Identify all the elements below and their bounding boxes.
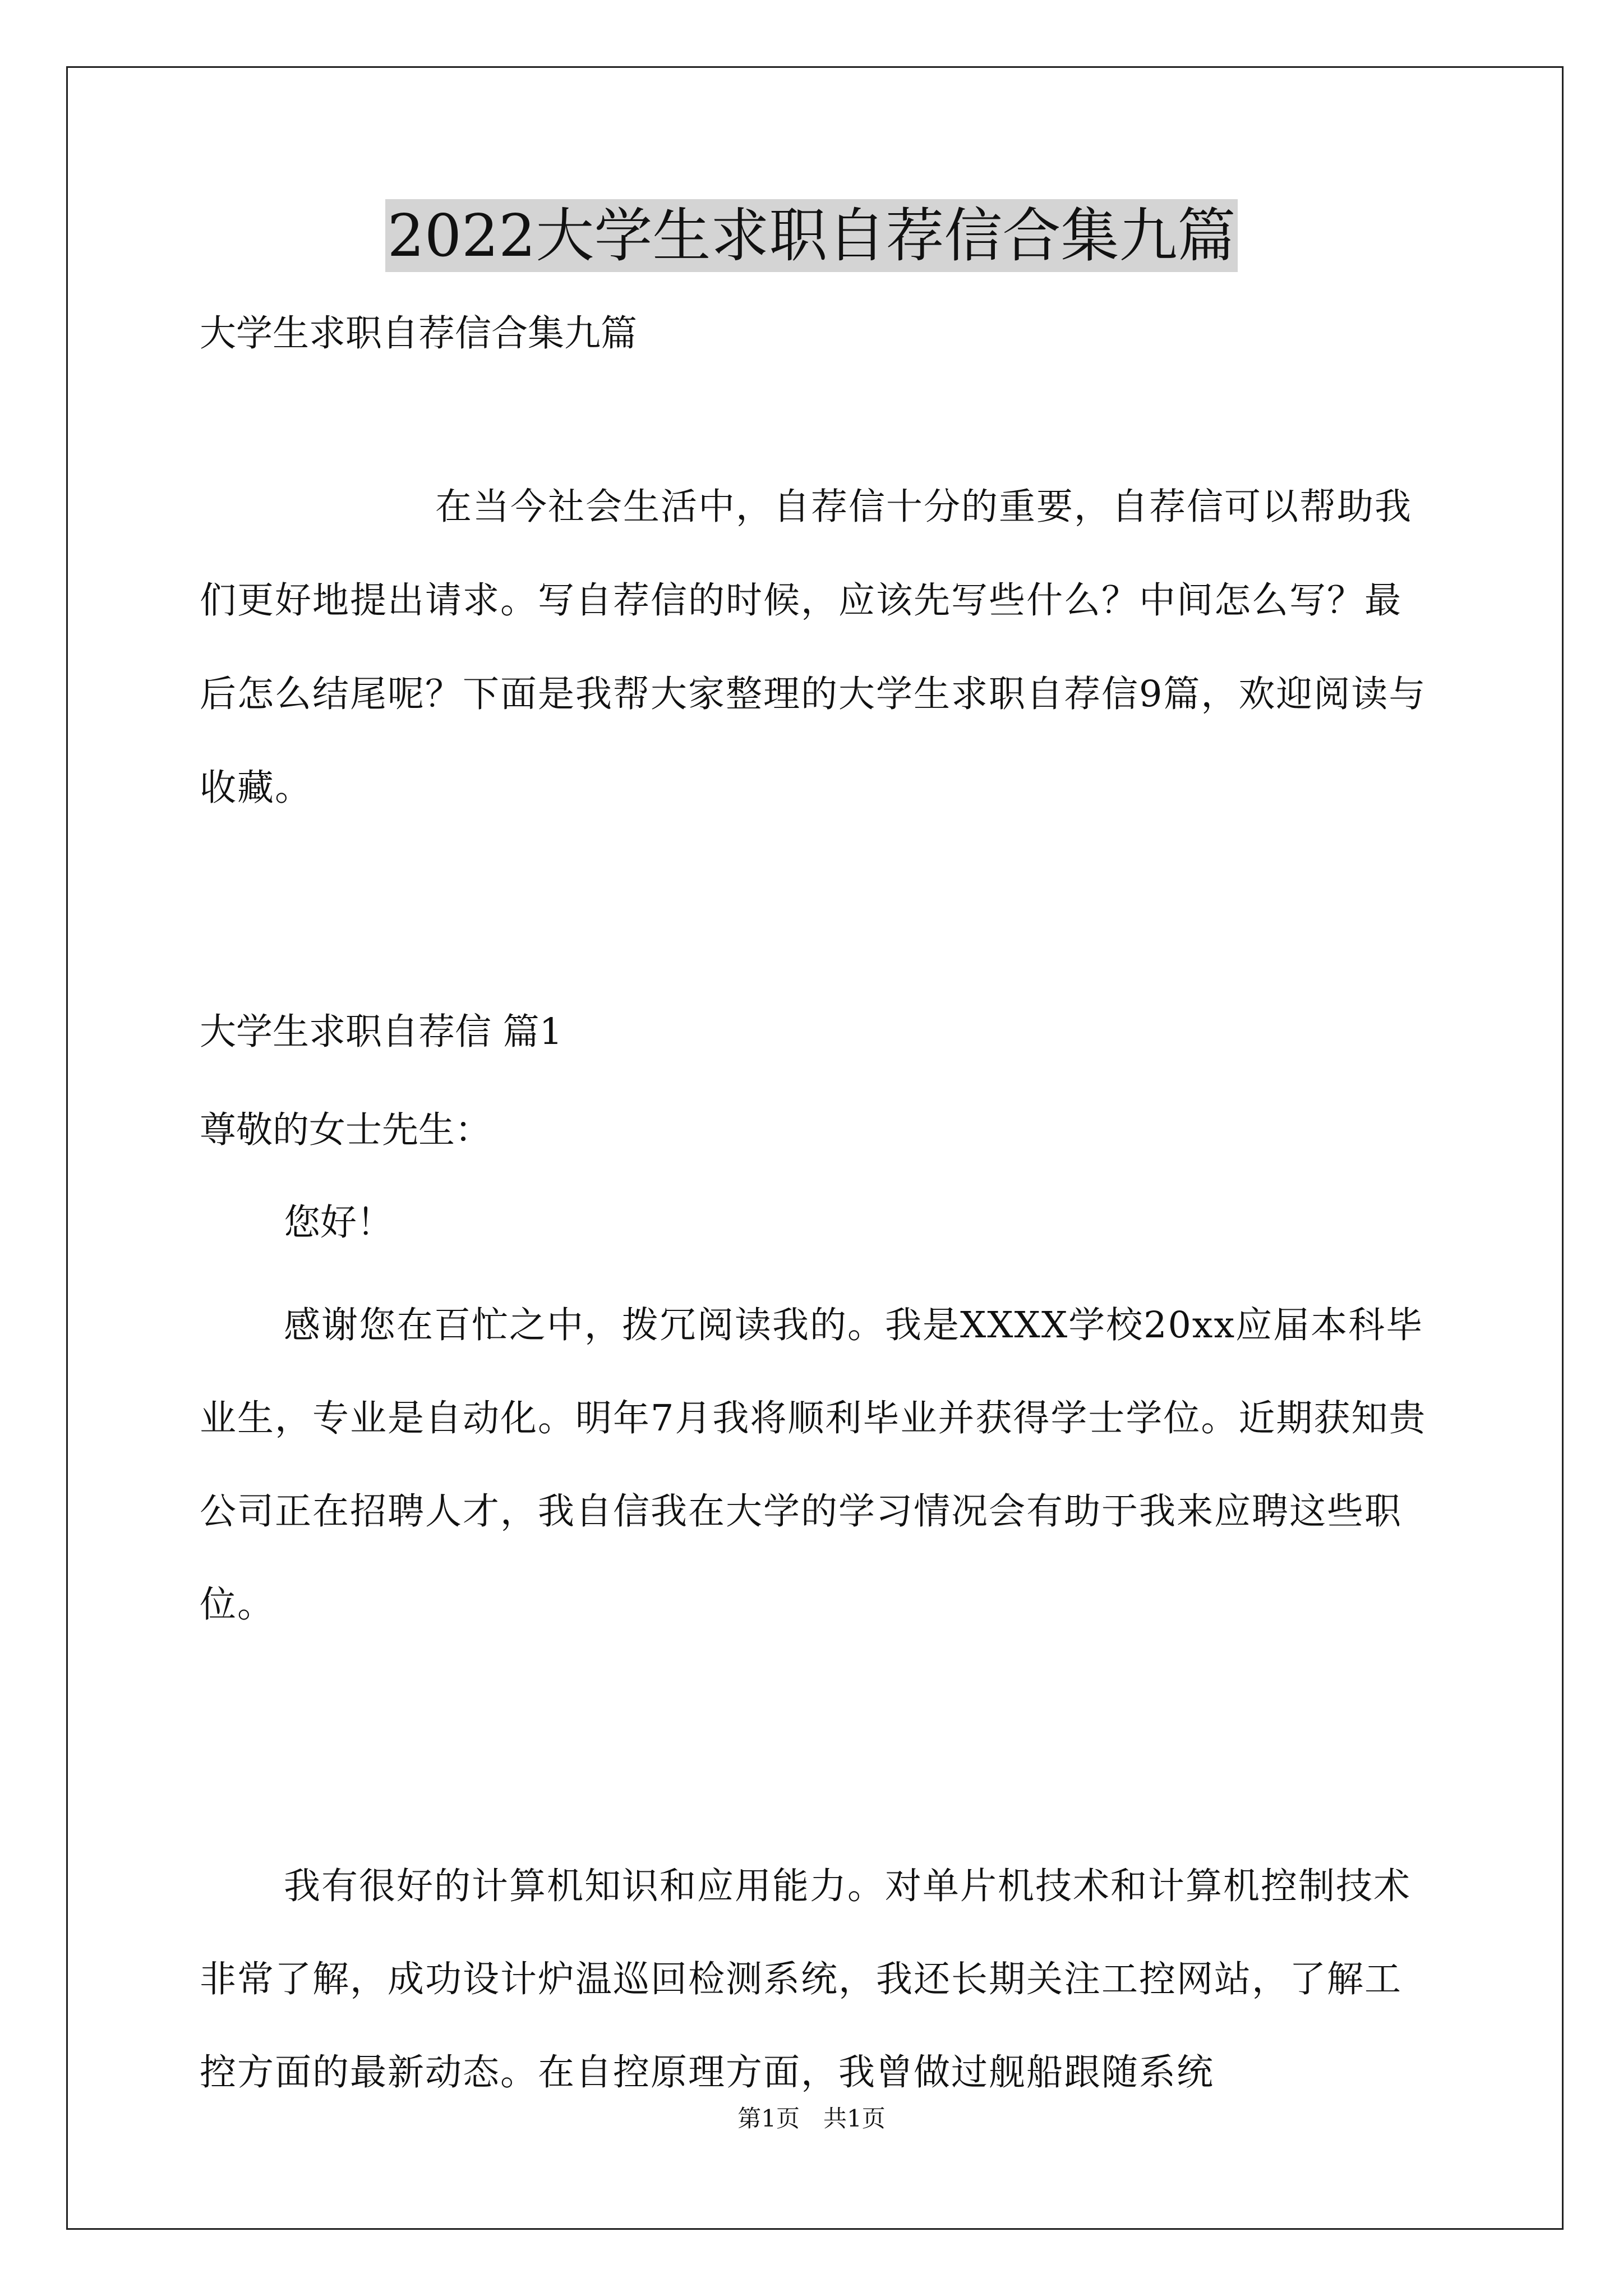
greeting: 您好！ — [284, 1202, 394, 1244]
body-paragraph-2: 我有很好的计算机知识和应用能力。对单片机技术和计算机控制技术非常了解，成功设计炉温巡回检测系统，我还长期关注工控网站，了解工控方面的最新动态。在自控原理方面，我曾做过舰船跟随系统 — [200, 1865, 1412, 2093]
document-title: 2022大学生求职自荐信合集九篇 — [385, 199, 1238, 272]
page-footer: 第1页 共1页 — [737, 2105, 886, 2132]
salutation: 尊敬的女士先生： — [200, 1109, 492, 1151]
document-subtitle: 大学生求职自荐信合集九篇 — [200, 312, 638, 355]
section-heading: 大学生求职自荐信 篇1 — [200, 1011, 563, 1053]
intro-paragraph: 在当今社会生活中，自荐信十分的重要，自荐信可以帮助我们更好地提出请求。写自荐信的时候，应该先写些什么？中间怎么写？最后怎么结尾呢？下面是我帮大家整理的大学生求职自荐信9篇，欢迎阅读与收藏。 — [200, 486, 1427, 809]
title-wrapper — [0, 199, 1623, 272]
body-paragraph-1: 感谢您在百忙之中，拨冗阅读我的。我是XXXX学校20xx应届本科毕业生，专业是自动化。明年7月我将顺利毕业并获得学士学位。近期获知贵公司正在招聘人才，我自信我在大学的学习情况会有助于我来应聘这些职位。 — [200, 1304, 1427, 1626]
